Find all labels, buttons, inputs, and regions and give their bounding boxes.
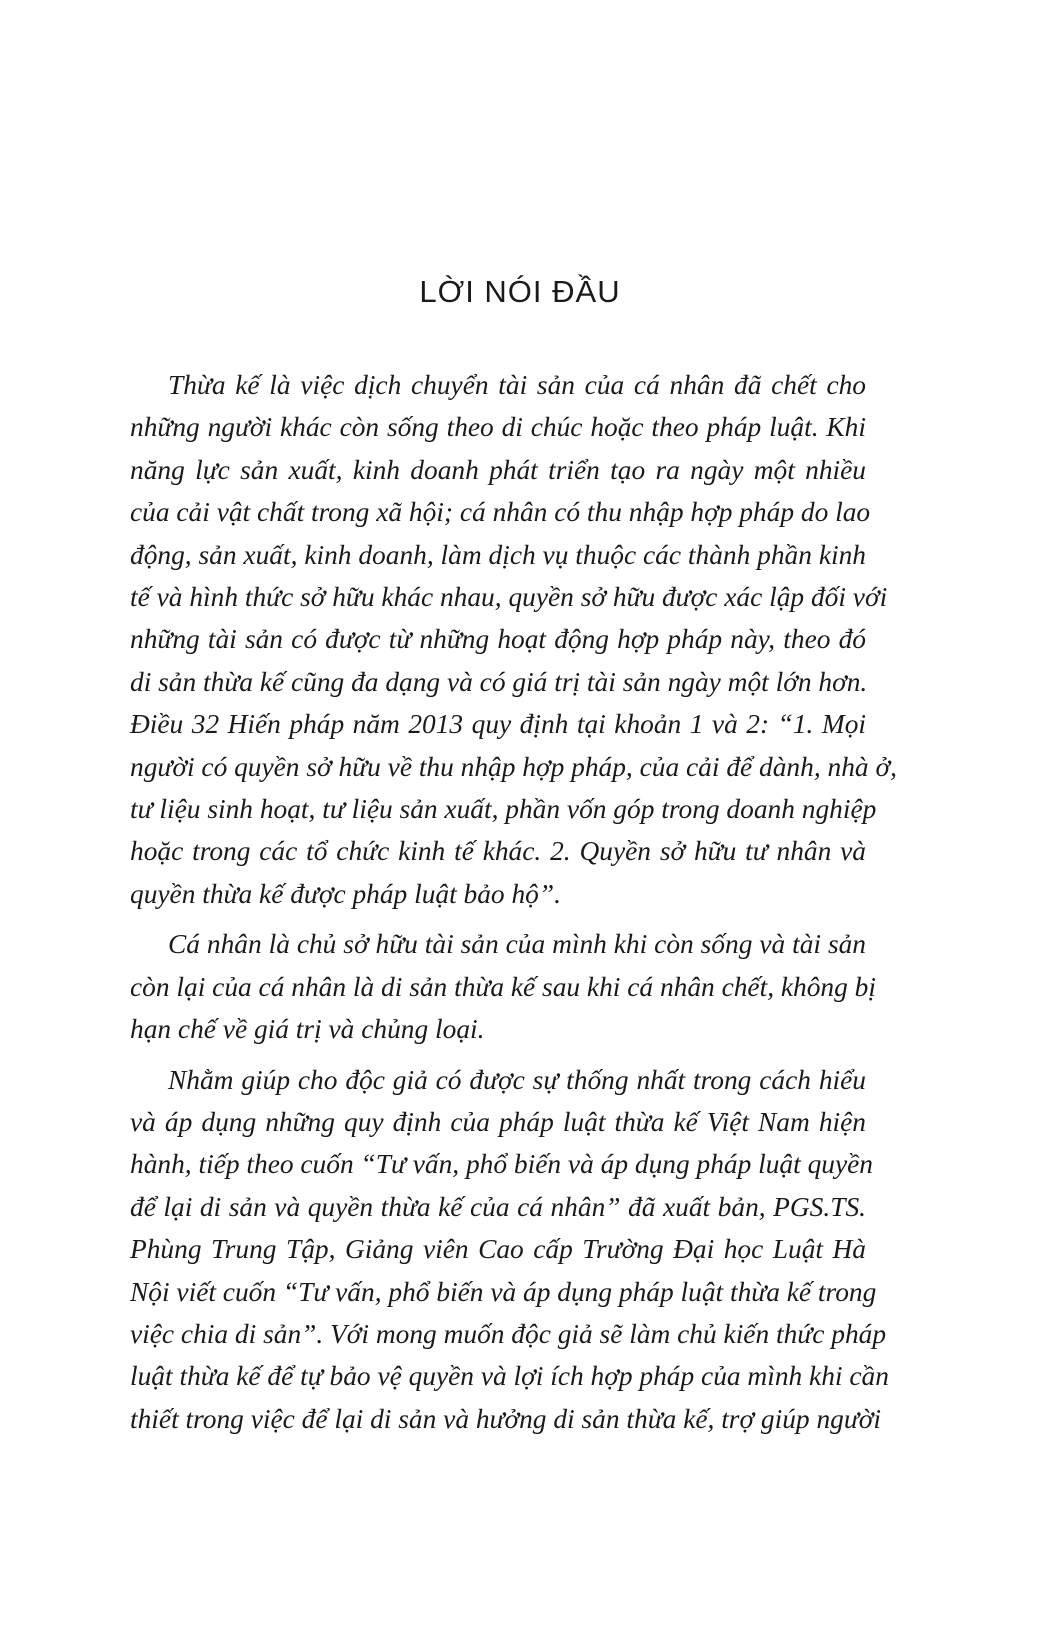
text-line: tế và hình thức sở hữu khác nhau, quyền sở hữu được xác lập đối với xyxy=(130,582,888,613)
text-line: và áp dụng những quy định của pháp luật thừa kế Việt Nam hiện xyxy=(130,1106,866,1137)
text-line: Cá nhân là chủ sở hữu tài sản của mình khi còn sống và tài sản xyxy=(168,929,866,960)
body-text xyxy=(130,364,897,1448)
page-title: LỜI NÓI ĐẦU xyxy=(419,274,621,309)
text-line: quyền thừa kế được pháp luật bảo hộ”. xyxy=(130,878,561,909)
text-line: Nội viết cuốn “Tư vấn, phổ biến và áp dụng pháp luật thừa kế trong xyxy=(130,1276,877,1307)
text-line: những người khác còn sống theo di chúc hoặc theo pháp luật. Khi xyxy=(130,412,866,443)
text-line: Thừa kế là việc dịch chuyển tài sản của cá nhân đã chết cho xyxy=(168,370,866,400)
text-line: hạn chế về giá trị và chủng loại. xyxy=(130,1014,485,1045)
text-line: hoặc trong các tổ chức kinh tế khác. 2. Quyền sở hữu tư nhân và xyxy=(130,836,866,867)
text-line: năng lực sản xuất, kinh doanh phát triển tạo ra ngày một nhiều xyxy=(130,454,866,485)
paragraph-2 xyxy=(130,923,876,1050)
text-line: hành, tiếp theo cuốn “Tư vấn, phổ biến và áp dụng pháp luật quyền xyxy=(130,1149,873,1180)
text-line: người có quyền sở hữu về thu nhập hợp pháp, của cải để dành, nhà ở, xyxy=(130,751,897,782)
text-line: còn lại của cá nhân là di sản thừa kế sau khi cá nhân chết, không bị xyxy=(130,971,876,1002)
text-line: thiết trong việc để lại di sản và hưởng di sản thừa kế, trợ giúp người xyxy=(130,1403,882,1434)
text-line: Phùng Trung Tập, Giảng viên Cao cấp Trường Đại học Luật Hà xyxy=(130,1234,866,1265)
paragraph-3 xyxy=(130,1059,889,1441)
text-line: Điều 32 Hiến pháp năm 2013 quy định tại khoản 1 và 2: “1. Mọi xyxy=(130,709,866,740)
text-line: động, sản xuất, kinh doanh, làm dịch vụ thuộc các thành phần kinh xyxy=(130,539,866,570)
text-line: những tài sản có được từ những hoạt động hợp pháp này, theo đó xyxy=(130,624,866,655)
text-line: di sản thừa kế cũng đa dạng và có giá trị tài sản ngày một lớn hơn. xyxy=(130,666,868,697)
text-line: luật thừa kế để tự bảo vệ quyền và lợi ích hợp pháp của mình khi cần xyxy=(130,1361,889,1392)
text-line: việc chia di sản”. Với mong muốn độc giả sẽ làm chủ kiến thức pháp xyxy=(130,1318,887,1349)
paragraph-1 xyxy=(130,364,897,915)
text-line: Nhằm giúp cho độc giả có được sự thống nhất trong cách hiểu xyxy=(168,1064,866,1095)
text-line: của cải vật chất trong xã hội; cá nhân có thu nhập hợp pháp do lao xyxy=(130,497,871,528)
text-line: để lại di sản và quyền thừa kế của cá nhân” đã xuất bản, PGS.TS. xyxy=(130,1191,866,1222)
text-line: tư liệu sinh hoạt, tư liệu sản xuất, phần vốn góp trong doanh nghiệp xyxy=(130,794,877,825)
